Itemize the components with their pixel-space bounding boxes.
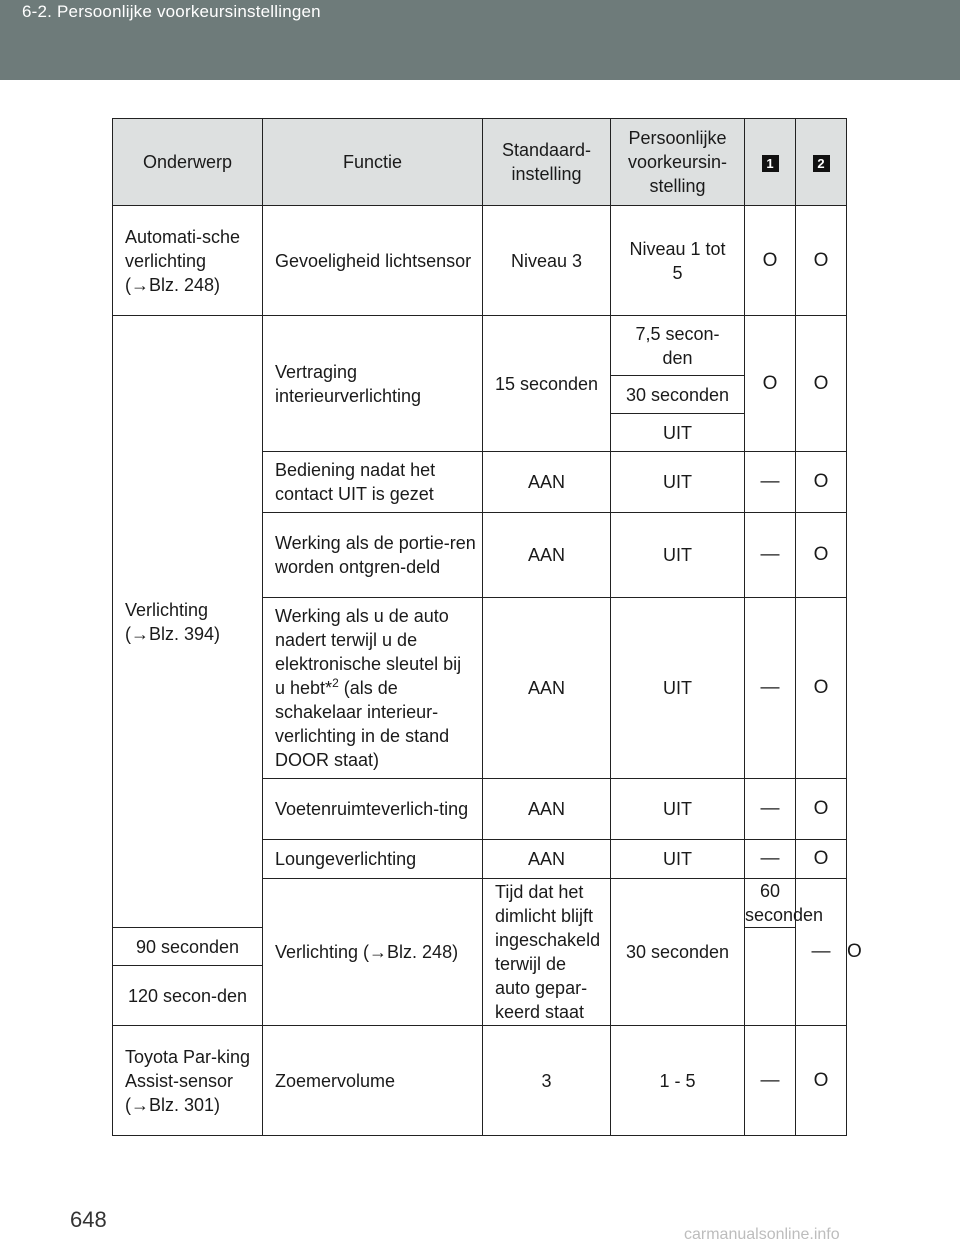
custom-cell: UIT <box>611 779 745 840</box>
custom-cell: UIT <box>611 598 745 779</box>
table-row <box>113 1026 847 1136</box>
default-cell: AAN <box>483 598 611 779</box>
header-function: Functie <box>263 119 483 206</box>
function-cell: Loungeverlichting <box>263 840 483 879</box>
custom-cell: UIT <box>611 840 745 879</box>
page-header <box>0 0 960 80</box>
custom-cell: 90 seconden <box>113 928 263 966</box>
default-cell: AAN <box>483 779 611 840</box>
col1-cell: — <box>745 1026 796 1136</box>
subject-cell: Automati-sche verlichting (→Blz. 248) <box>113 206 263 316</box>
section-title: 6-2. Persoonlijke voorkeursinstellingen <box>22 2 321 21</box>
default-cell: 15 seconden <box>483 316 611 452</box>
default-cell: 30 seconden <box>611 879 745 1026</box>
header-custom: Persoonlijke voorkeursin-stelling <box>611 119 745 206</box>
col2-cell: O <box>796 206 847 316</box>
custom-cell: 7,5 secon-den <box>611 316 745 376</box>
badge-2: 2 <box>813 155 830 172</box>
header-col2 <box>796 119 847 206</box>
function-cell <box>263 598 483 779</box>
page-number: 648 <box>70 1207 107 1232</box>
function-cell: Voetenruimteverlich-ting <box>263 779 483 840</box>
subject-cell: Toyota Par-king Assist-sensor (→Blz. 301) <box>113 1026 263 1136</box>
col1-cell: — <box>745 779 796 840</box>
default-cell: 3 <box>483 1026 611 1136</box>
col1-cell: — <box>745 452 796 513</box>
col1-cell: — <box>745 840 796 879</box>
function-text: Werking als u de auto nadert terwijl u de elektronische sleutel bij u hebt* <box>275 606 462 698</box>
default-cell: AAN <box>483 840 611 879</box>
watermark: carmanualsonline.info <box>684 1226 840 1243</box>
header-default: Standaard-instelling <box>483 119 611 206</box>
col2-cell: O <box>796 513 847 598</box>
header-col1 <box>745 119 796 206</box>
function-text: (als de schakelaar interieur-verlichting in de stand DOOR staat) <box>275 678 450 770</box>
footnote-marker: 2 <box>332 676 339 690</box>
col1-cell: O <box>745 206 796 316</box>
function-cell: Bediening nadat het contact UIT is gezet <box>263 452 483 513</box>
col1-cell: — <box>796 879 847 1026</box>
custom-cell: 60 seconden <box>745 879 796 928</box>
col1-cell: — <box>745 513 796 598</box>
table-row <box>113 206 847 316</box>
default-cell: AAN <box>483 513 611 598</box>
settings-table <box>112 118 862 1136</box>
col1-cell: — <box>745 598 796 779</box>
function-cell: Zoemervolume <box>263 1026 483 1136</box>
default-cell: Niveau 3 <box>483 206 611 316</box>
function-cell: Werking als de portie-ren worden ontgren-deld <box>263 513 483 598</box>
custom-cell: 1 - 5 <box>611 1026 745 1136</box>
table-header-row <box>113 119 847 206</box>
custom-cell: Niveau 1 tot 5 <box>611 206 745 316</box>
function-cell: Gevoeligheid lichtsensor <box>263 206 483 316</box>
col2-cell: O <box>796 598 847 779</box>
col2-cell: O <box>796 316 847 452</box>
col2-cell: O <box>796 1026 847 1136</box>
custom-cell: UIT <box>611 513 745 598</box>
table-row: Verlichting (→Blz. 248) Tijd dat het dimlicht blijft ingeschakeld terwijl de auto gepar-keerd staat 30 seconden 60 seconden — O <box>113 879 847 928</box>
badge-1: 1 <box>762 155 779 172</box>
col2-cell: O <box>796 779 847 840</box>
col1-cell: O <box>745 316 796 452</box>
col2-cell: O <box>796 452 847 513</box>
custom-cell: 30 seconden <box>611 376 745 414</box>
custom-cell: UIT <box>611 414 745 452</box>
function-cell: Tijd dat het dimlicht blijft ingeschakeld terwijl de auto gepar-keerd staat <box>483 879 611 1026</box>
function-cell: Vertraging interieurverlichting <box>263 316 483 452</box>
subject-cell: Verlichting (→Blz. 394) <box>113 316 263 928</box>
custom-cell: 120 secon-den <box>113 966 263 1026</box>
custom-cell: UIT <box>611 452 745 513</box>
subject-cell: Verlichting (→Blz. 248) <box>263 879 483 1026</box>
default-cell: AAN <box>483 452 611 513</box>
col2-cell: O <box>796 840 847 879</box>
header-subject: Onderwerp <box>113 119 263 206</box>
table-row <box>113 316 847 376</box>
